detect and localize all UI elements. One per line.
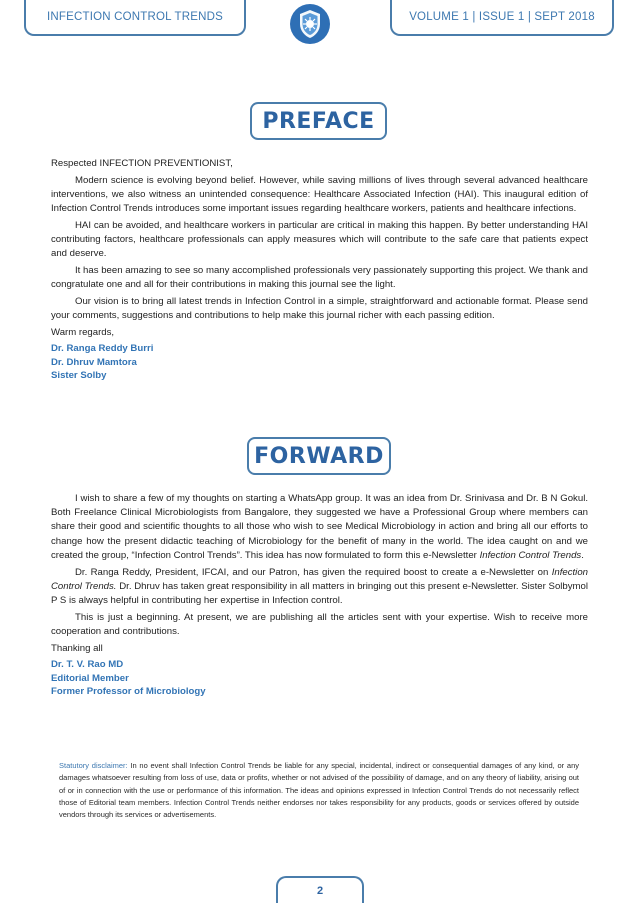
preface-closing: Warm regards, — [51, 326, 115, 338]
preface-signatory: Sister Solby — [51, 370, 107, 382]
forward-signatory: Editorial Member — [51, 672, 129, 684]
preface-salutation: Respected INFECTION PREVENTIONIST, — [51, 158, 233, 169]
issue-info: VOLUME 1 | ISSUE 1 | SEPT 2018 — [409, 11, 595, 23]
disclaimer-text: In no event shall Infection Control Trends be liable for any special, incidental, indirect or consequential damages of any kind, or any damages whatsoever resulting from loss of use, data or profits, whether or not advised of the possibility of damage, and on any theory of liability, arising out of or in connection with the use or performance of this information. The ideas and opinions expressed in Infection Control Trends do not necessarily reflect those of Editorial team members. Infection Control Trends neither endorses nor takes responsibility for any products, goods or services offered by outside vendors through its services or advertisements. — [59, 761, 579, 820]
preface-paragraph: Modern science is evolving beyond belief. However, while saving millions of lives through several advanced healthcare interventions, we also witness an unintended consequence: Healthcare Associated Infection (HAI). This inaugural edition of Infection Control Trends introduces some important issues regarding healthcare workers, patients and healthcare infections. — [51, 174, 588, 215]
forward-italic-title: Infection Control Trends — [479, 549, 582, 561]
forward-italic-title: Infection Control Trends. — [51, 566, 588, 592]
preface-paragraph: Our vision is to bring all latest trends in Infection Control in a simple, straightforward and actionable format. Please send your comments, suggestions and contributions to help make this journal richer with each passing edition. — [51, 295, 588, 322]
forward-paragraph — [51, 566, 588, 609]
forward-signatory: Former Professor of Microbiology — [51, 686, 206, 698]
forward-closing: Thanking all — [51, 642, 103, 654]
forward-paragraph — [51, 492, 588, 563]
preface-body — [51, 157, 588, 383]
forward-heading-text: FORWARD — [254, 443, 384, 469]
forward-paragraph: This is just a beginning. At present, we are publishing all the articles sent with your expertise. Wish to receive more cooperation and contributions. — [51, 611, 588, 637]
forward-text: Dr. Dhruv has taken great responsibility in all matters in bringing out this present e-Newsletter. Sister Solbymol P S is always helpful in contributing her expertise in Infection control. — [51, 580, 588, 606]
forward-text: . — [581, 549, 584, 561]
page-number: 2 — [316, 884, 324, 897]
issue-info-tab — [390, 0, 614, 36]
preface-heading-text: PREFACE — [262, 108, 375, 134]
forward-text: I wish to share a few of my thoughts on starting a WhatsApp group. It was an idea from Dr. Srinivasa and Dr. B N Gokul. Both Freelance Clinical Microbiologists from Bangalore, they suggested we have a Professional Group where members can share their good and scientific thoughts to all those who wish to see Medical Microbiology in action and bring all our efforts to change how the present didactic teaching of Microbiology for the benefit of many in the world. The idea caught on and we created the group, “Infection Control Trends”. This idea has now formulated to form this e-Newsletter — [51, 493, 588, 561]
statutory-disclaimer — [59, 760, 579, 821]
preface-heading — [250, 102, 387, 140]
journal-title-tab — [24, 0, 246, 36]
journal-title: INFECTION CONTROL TRENDS — [46, 11, 224, 23]
preface-paragraph: It has been amazing to see so many accomplished professionals very passionately supporting this project. We thank and congratulate one and all for their contributions in making this journal see the light. — [51, 264, 588, 291]
forward-body — [51, 492, 588, 699]
preface-signatory: Dr. Ranga Reddy Burri — [51, 343, 154, 355]
forward-signatory: Dr. T. V. Rao MD — [51, 659, 124, 671]
disclaimer-label: Statutory disclaimer: — [59, 761, 128, 770]
forward-heading — [247, 437, 391, 475]
forward-text: Dr. Ranga Reddy, President, IFCAI, and our Patron, has given the required boost to create a e-Newsletter on — [75, 566, 552, 578]
page-number-tab — [276, 876, 364, 903]
preface-signatory: Dr. Dhruv Mamtora — [51, 356, 137, 368]
preface-paragraph: HAI can be avoided, and healthcare workers in particular are critical in making this happen. By better understanding HAI contributing factors, healthcare professionals can apply measures which will contribute to the safe care that patients expect and deserve. — [51, 219, 588, 260]
shield-virus-logo-icon — [288, 2, 332, 46]
